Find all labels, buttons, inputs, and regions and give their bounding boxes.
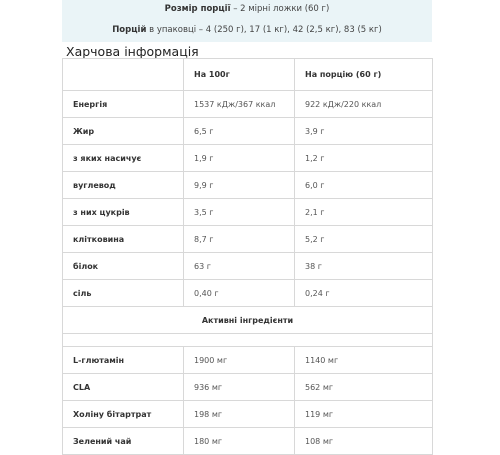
table-row — [63, 347, 433, 374]
serving-size-dash: – — [233, 4, 238, 14]
per-100g-value: 1,9 г — [184, 145, 295, 172]
per-serving-value: 6,0 г — [295, 172, 433, 199]
table-row — [63, 91, 433, 118]
header-cell-empty — [63, 59, 184, 91]
table-row — [63, 172, 433, 199]
active-ingredients-title: Активні інгредієнти — [63, 307, 433, 334]
row-label: білок — [63, 253, 184, 280]
active-ingredients-header-row — [63, 307, 433, 334]
header-cell-per-serving: На порцію (60 г) — [295, 59, 433, 91]
table-row — [63, 374, 433, 401]
row-label: Енергія — [63, 91, 184, 118]
per-100g-value: 63 г — [184, 253, 295, 280]
per-100g-value: 8,7 г — [184, 226, 295, 253]
spacer-cell — [63, 334, 433, 347]
per-serving-value: 119 мг — [295, 401, 433, 428]
table-row — [63, 199, 433, 226]
per-serving-value: 108 мг — [295, 428, 433, 455]
table-row — [63, 253, 433, 280]
servings-count-label: Порцій — [112, 25, 147, 35]
serving-info — [62, 0, 432, 42]
per-serving-value: 5,2 г — [295, 226, 433, 253]
per-serving-value: 0,24 г — [295, 280, 433, 307]
per-serving-value: 562 мг — [295, 374, 433, 401]
nutrition-title: Харчова інформація — [66, 44, 199, 59]
per-100g-value: 3,5 г — [184, 199, 295, 226]
row-label: L-глютамін — [63, 347, 184, 374]
per-serving-value: 38 г — [295, 253, 433, 280]
row-label: з них цукрів — [63, 199, 184, 226]
servings-count-line — [62, 25, 432, 35]
serving-size-label: Розмір порції — [164, 4, 231, 14]
per-100g-value: 9,9 г — [184, 172, 295, 199]
row-label: Зелений чай — [63, 428, 184, 455]
table-row — [63, 401, 433, 428]
per-100g-value: 936 мг — [184, 374, 295, 401]
per-100g-value: 6,5 г — [184, 118, 295, 145]
servings-count-value: в упаковці – 4 (250 г), 17 (1 кг), 42 (2,5 кг), 83 (5 кг) — [149, 25, 382, 35]
per-100g-value: 198 мг — [184, 401, 295, 428]
serving-size-value: 2 мірні ложки (60 г) — [240, 4, 330, 14]
row-label: Жир — [63, 118, 184, 145]
serving-size-line — [62, 4, 432, 14]
row-label: Холіну бітартрат — [63, 401, 184, 428]
header-cell-per-100g: На 100г — [184, 59, 295, 91]
table-header-row — [63, 59, 433, 91]
table-row — [63, 226, 433, 253]
per-serving-value: 922 кДж/220 ккал — [295, 91, 433, 118]
table-row — [63, 280, 433, 307]
per-100g-value: 1900 мг — [184, 347, 295, 374]
spacer-row — [63, 334, 433, 347]
table-row — [63, 145, 433, 172]
per-100g-value: 180 мг — [184, 428, 295, 455]
per-serving-value: 1,2 г — [295, 145, 433, 172]
nutrition-table — [62, 58, 433, 455]
row-label: CLA — [63, 374, 184, 401]
per-serving-value: 2,1 г — [295, 199, 433, 226]
row-label: вуглевод — [63, 172, 184, 199]
per-serving-value: 3,9 г — [295, 118, 433, 145]
per-100g-value: 1537 кДж/367 ккал — [184, 91, 295, 118]
row-label: з яких насичує — [63, 145, 184, 172]
row-label: клітковина — [63, 226, 184, 253]
per-100g-value: 0,40 г — [184, 280, 295, 307]
table-row — [63, 118, 433, 145]
per-serving-value: 1140 мг — [295, 347, 433, 374]
table-row — [63, 428, 433, 455]
row-label: сіль — [63, 280, 184, 307]
